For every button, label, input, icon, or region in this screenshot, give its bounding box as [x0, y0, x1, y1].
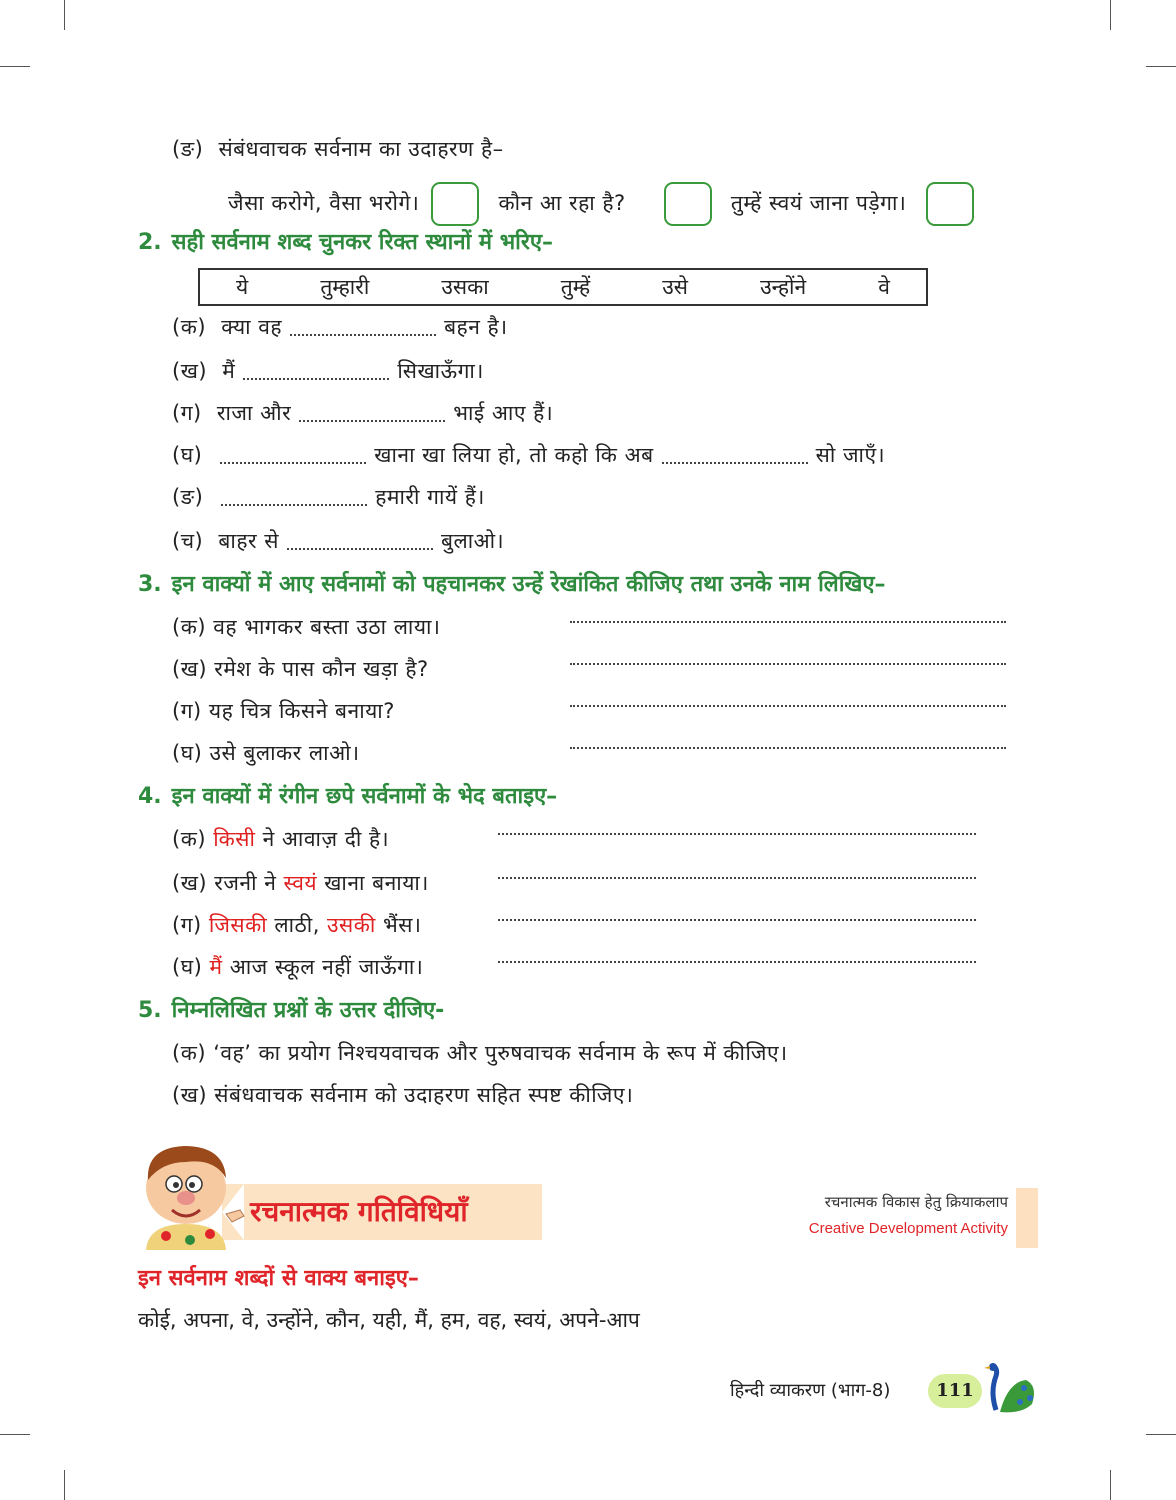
q3-item: (ग) यह चित्र किसने बनाया? — [172, 699, 395, 723]
word-bank-item: ये — [236, 275, 249, 299]
blank[interactable] — [287, 534, 433, 550]
q5-item: (ख) संबंधवाचक सर्वनाम को उदाहरण सहित स्पष्ट कीजिए। — [172, 1083, 634, 1107]
peacock-icon — [978, 1362, 1040, 1416]
activity-side-label: रचनात्मक विकास हेतु क्रियाकलाप Creative Development Activity — [782, 1188, 1038, 1248]
answer-box[interactable] — [664, 182, 712, 226]
crop-mark — [1110, 1470, 1111, 1500]
highlighted-pronoun: किसी — [213, 827, 256, 851]
blank[interactable] — [662, 448, 808, 464]
crop-mark — [64, 0, 65, 30]
crop-mark — [0, 66, 30, 67]
blank[interactable] — [221, 490, 367, 506]
q1e-options — [228, 182, 986, 226]
q2-item: (च) बाहर से बुलाओ। — [172, 529, 505, 553]
answer-line[interactable] — [498, 877, 976, 879]
option-text: जैसा करोगे, वैसा भरोगे। — [228, 191, 420, 215]
q3-item: (क) वह भागकर बस्ता उठा लाया। — [172, 615, 441, 639]
word-bank-item: उसे — [662, 275, 689, 299]
q4-item: (ख) रजनी ने स्वयं खाना बनाया। — [172, 871, 429, 895]
answer-line[interactable] — [498, 919, 976, 921]
word-bank-item: उन्होंने — [760, 275, 807, 299]
activity-question: इन सर्वनाम शब्दों से वाक्य बनाइए– — [138, 1266, 419, 1291]
activity-word-list: कोई, अपना, वे, उन्होंने, कौन, यही, मैं, हम, वह, स्वयं, अपने-आप — [138, 1308, 640, 1332]
highlighted-pronoun: स्वयं — [283, 871, 318, 895]
q2-item: (ङ) हमारी गायें हैं। — [172, 485, 485, 509]
q2-item: (क) क्या वह बहन है। — [172, 315, 508, 339]
blank[interactable] — [220, 448, 366, 464]
answer-box[interactable] — [431, 182, 479, 226]
blank[interactable] — [243, 364, 389, 380]
question-3-heading: 3. इन वाक्यों में आए सर्वनामों को पहचानकर उन्हें रेखांकित कीजिए तथा उनके नाम लिखिए– — [138, 572, 886, 597]
answer-line[interactable] — [498, 961, 976, 963]
question-5-heading: 5. निम्नलिखित प्रश्नों के उत्तर दीजिए- — [138, 998, 445, 1023]
word-bank-item: तुम्हारी — [320, 275, 370, 299]
word-bank-item: तुम्हें — [560, 275, 591, 299]
q5-item: (क) ‘वह’ का प्रयोग निश्चयवाचक और पुरुषवाचक सर्वनाम के रूप में कीजिए। — [172, 1041, 788, 1065]
book-title: हिन्दी व्याकरण (भाग-8) — [730, 1380, 891, 1401]
answer-line[interactable] — [498, 833, 976, 835]
q3-item: (ख) रमेश के पास कौन खड़ा है? — [172, 657, 429, 681]
question-4-heading: 4. इन वाक्यों में रंगीन छपे सर्वनामों के भेद बताइए– — [138, 784, 558, 809]
option-text: कौन आ रहा है? — [498, 191, 626, 215]
side-bar — [1016, 1188, 1038, 1248]
answer-line[interactable] — [570, 747, 1006, 749]
crop-mark — [0, 1434, 30, 1435]
crop-mark — [64, 1470, 65, 1500]
word-bank-item: वे — [878, 275, 890, 299]
q4-item: (घ) मैं आज स्कूल नहीं जाऊँगा। — [172, 955, 424, 979]
highlighted-pronoun: उसकी — [327, 913, 376, 937]
q2-item: (ख) मैं सिखाऊँगा। — [172, 359, 484, 383]
q4-item: (क) किसी ने आवाज़ दी है। — [172, 827, 390, 851]
page-number: 111 — [928, 1374, 982, 1408]
answer-line[interactable] — [570, 663, 1006, 665]
question-2-heading: 2. सही सर्वनाम शब्द चुनकर रिक्त स्थानों में भरिए– — [138, 230, 554, 255]
q3-item: (घ) उसे बुलाकर लाओ। — [172, 741, 360, 765]
blank[interactable] — [299, 406, 445, 422]
crop-mark — [1146, 66, 1176, 67]
activity-title: रचनात्मक गतिविधियाँ — [250, 1195, 468, 1228]
answer-line[interactable] — [570, 705, 1006, 707]
answer-box[interactable] — [926, 182, 974, 226]
q2-item: (ग) राजा और भाई आए हैं। — [172, 401, 554, 425]
word-bank — [198, 268, 928, 306]
word-bank-item: उसका — [441, 275, 489, 299]
q2-item: (घ) खाना खा लिया हो, तो कहो कि अब सो जाएँ। — [172, 443, 886, 467]
highlighted-pronoun: जिसकी — [208, 913, 268, 937]
q4-item: (ग) जिसकी लाठी, उसकी भैंस। — [172, 913, 422, 937]
activity-banner — [222, 1184, 542, 1240]
highlighted-pronoun: मैं — [209, 955, 223, 979]
cartoon-boy-illustration — [128, 1140, 248, 1250]
answer-line[interactable] — [570, 621, 1006, 623]
crop-mark — [1110, 0, 1111, 30]
blank[interactable] — [290, 320, 436, 336]
crop-mark — [1146, 1434, 1176, 1435]
option-text: तुम्हें स्वयं जाना पड़ेगा। — [730, 191, 907, 215]
q1e-prompt: (ङ) संबंधवाचक सर्वनाम का उदाहरण है– — [172, 137, 504, 161]
